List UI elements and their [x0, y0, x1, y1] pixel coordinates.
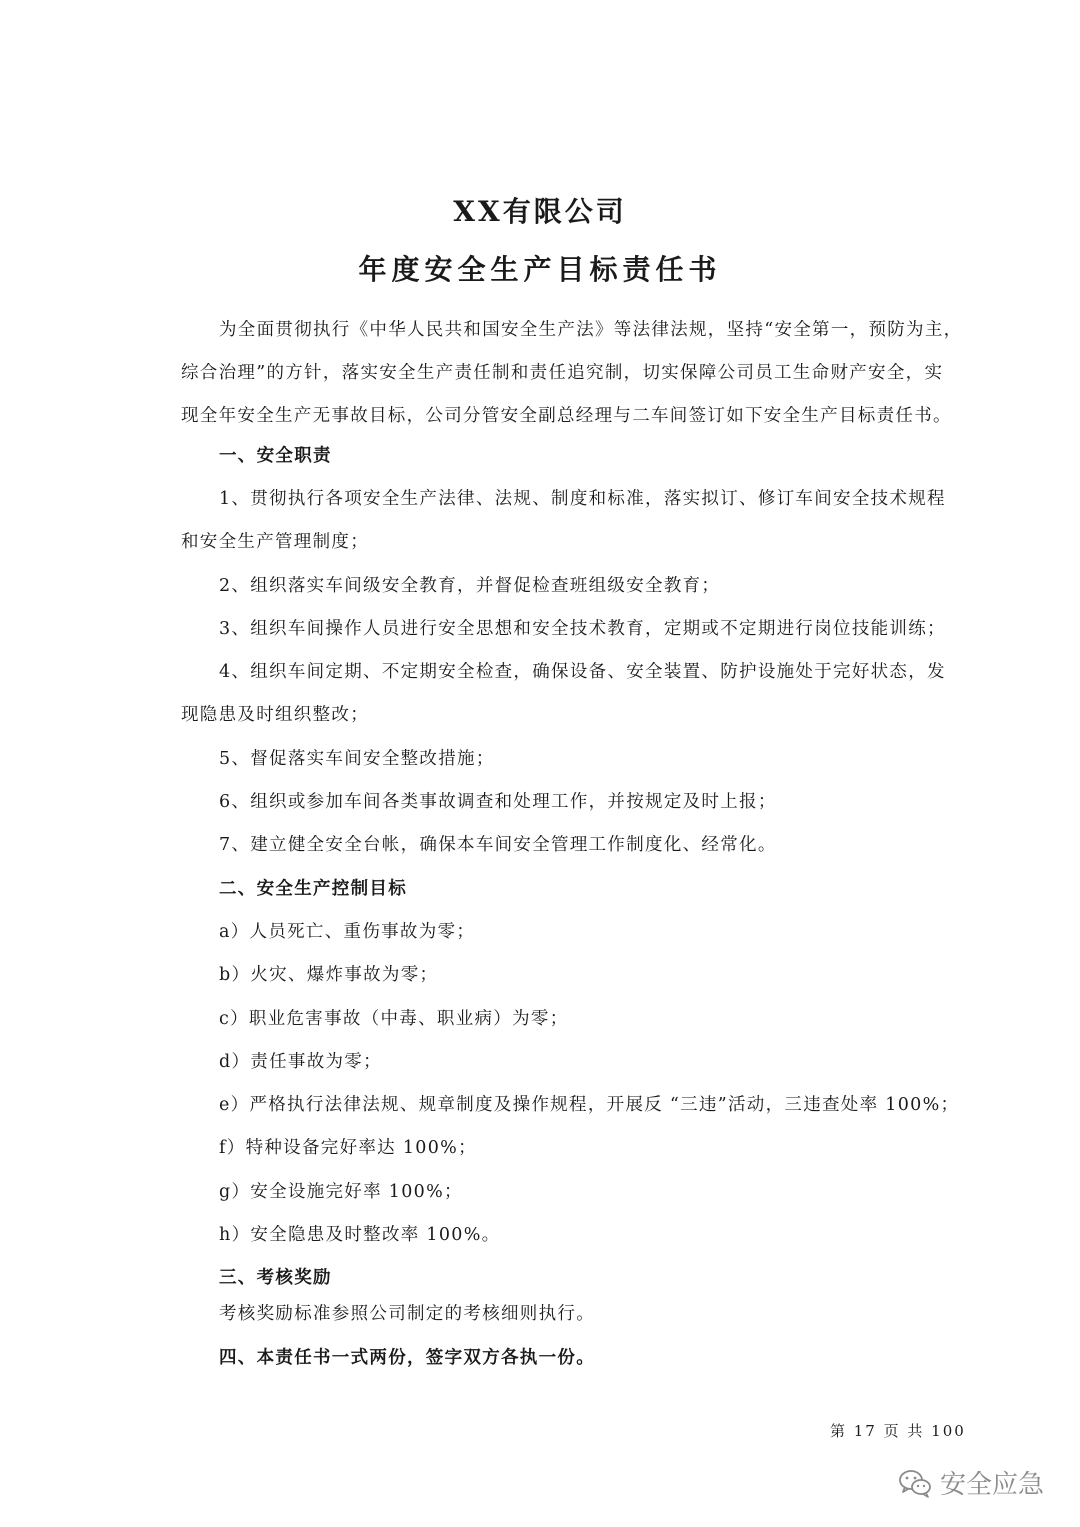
list-item: d）责任事故为零； [219, 1052, 382, 1072]
list-item-continuation: 现隐患及时组织整改； [181, 705, 369, 725]
intro-line: 为全面贯彻执行《中华人民共和国安全生产法》等法律法规，坚持“安全第一，预防为主， [219, 320, 963, 340]
intro-line: 现全年安全生产无事故目标，公司分管安全副总经理与二车间签订如下安全生产目标责任书。 [181, 406, 952, 426]
list-item: 7、建立健全安全台帐，确保本车间安全管理工作制度化、经常化。 [219, 835, 777, 855]
list-item: 3、组织车间操作人员进行安全思想和安全技术教育，定期或不定期进行岗位技能训练； [219, 619, 946, 639]
list-item: 4、组织车间定期、不定期安全检查，确保设备、安全装置、防护设施处于完好状态，发 [219, 662, 946, 682]
list-item: g）安全设施完好率 100%； [219, 1182, 463, 1202]
list-item: b）火灾、爆炸事故为零； [219, 965, 439, 985]
list-item: 5、督促落实车间安全整改措施； [219, 749, 495, 769]
list-item: h）安全隐患及时整改率 100%。 [219, 1225, 501, 1245]
list-item: c）职业危害事故（中毒、职业病）为零； [219, 1009, 569, 1029]
section-heading: 二、安全生产控制目标 [219, 879, 407, 899]
wechat-icon [898, 1468, 932, 1498]
section-heading: 三、考核奖励 [219, 1268, 332, 1288]
section-heading: 一、安全职责 [219, 446, 332, 466]
section-heading: 四、本责任书一式两份，签字双方各执一份。 [219, 1348, 595, 1368]
watermark-text: 安全应急 [940, 1470, 1045, 1500]
title-company: XX有限公司 [453, 195, 627, 228]
list-item: e）严格执行法律法规、规章制度及操作规程，开展反 “三违”活动，三违查处率 100%； [219, 1095, 960, 1115]
list-item: 6、组织或参加车间各类事故调查和处理工作，并按规定及时上报； [219, 792, 777, 812]
page-number: 第 17 页 共 100 [830, 1422, 966, 1440]
title-main: 年度安全生产目标责任书 [358, 253, 722, 286]
list-item: f）特种设备完好率达 100%； [219, 1138, 477, 1158]
list-item: a）人员死亡、重伤事故为零； [219, 922, 476, 942]
list-item: 2、组织落实车间级安全教育，并督促检查班组级安全教育； [219, 576, 721, 596]
watermark [898, 1464, 1044, 1501]
section-text: 考核奖励标准参照公司制定的考核细则执行。 [219, 1304, 595, 1324]
list-item-continuation: 和安全生产管理制度； [181, 532, 369, 552]
intro-line: 综合治理”的方针，落实安全生产责任制和责任追究制，切实保障公司员工生命财产安全，实 [181, 363, 944, 383]
list-item: 1、贯彻执行各项安全生产法律、法规、制度和标准，落实拟订、修订车间安全技术规程 [219, 489, 946, 509]
